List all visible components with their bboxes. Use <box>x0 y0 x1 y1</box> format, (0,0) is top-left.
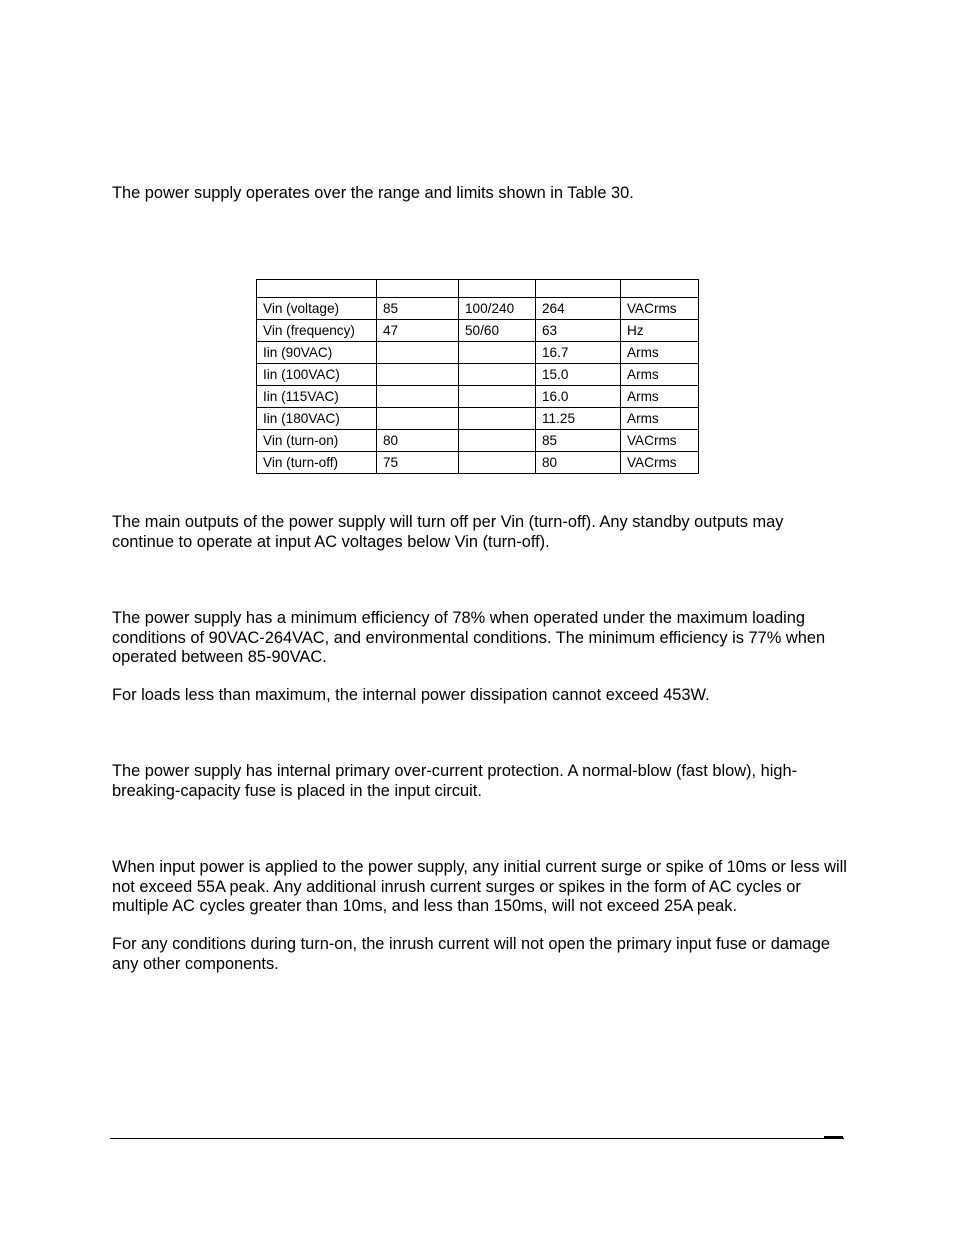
table-cell-unit: Arms <box>621 364 699 386</box>
intro-paragraph: The power supply operates over the range and limits shown in Table 30. <box>112 184 634 202</box>
footer-divider <box>110 1138 844 1139</box>
table-cell-max: 16.0 <box>536 386 621 408</box>
table-cell-min <box>377 386 459 408</box>
table-cell-min <box>377 364 459 386</box>
table-cell-parameter: Vin (turn-on) <box>257 430 377 452</box>
table-cell-nominal <box>459 452 536 474</box>
table-cell-max: 80 <box>536 452 621 474</box>
table-cell-parameter: Iin (115VAC) <box>257 386 377 408</box>
table-row <box>257 430 699 452</box>
table-cell-unit: Arms <box>621 342 699 364</box>
table-row <box>257 452 699 474</box>
inrush-current-paragraph: When input power is applied to the power supply, any initial current surge or spike of 10ms or less will not exceed 55A peak. Any additional inrush current surges or spikes in the form of AC cycles or multiple AC cycles greater than 10ms, and less than 150ms, will not exceed 25A peak. <box>112 858 847 916</box>
table-cell-max: 85 <box>536 430 621 452</box>
table-header-cell <box>459 280 536 298</box>
turn-off-paragraph: The main outputs of the power supply will turn off per Vin (turn-off). Any standby outputs may continue to operate at input AC voltages below Vin (turn-off). <box>112 513 784 551</box>
table-row <box>257 364 699 386</box>
table-cell-nominal <box>459 386 536 408</box>
table-cell-min <box>377 408 459 430</box>
table-header-cell <box>257 280 377 298</box>
table-header-row <box>257 280 699 298</box>
table-header-cell <box>536 280 621 298</box>
table-header-cell <box>621 280 699 298</box>
efficiency-paragraph: The power supply has a minimum efficiency of 78% when operated under the maximum loading conditions of 90VAC-264VAC, and environmental conditions. The minimum efficiency is 77% when operated between 85-90VAC. <box>112 609 826 667</box>
table-cell-max: 11.25 <box>536 408 621 430</box>
table-cell-parameter: Vin (voltage) <box>257 298 377 320</box>
table-cell-parameter: Iin (90VAC) <box>257 342 377 364</box>
table-cell-unit: VACrms <box>621 452 699 474</box>
table-cell-nominal: 100/240 <box>459 298 536 320</box>
table-cell-parameter: Vin (turn-off) <box>257 452 377 474</box>
table-cell-min: 47 <box>377 320 459 342</box>
table-cell-nominal <box>459 342 536 364</box>
table-cell-min: 75 <box>377 452 459 474</box>
power-dissipation-paragraph: For loads less than maximum, the internal power dissipation cannot exceed 453W. <box>112 686 710 704</box>
table-row <box>257 342 699 364</box>
table-cell-unit: VACrms <box>621 298 699 320</box>
table-cell-unit: Hz <box>621 320 699 342</box>
table-cell-max: 63 <box>536 320 621 342</box>
table-cell-nominal <box>459 430 536 452</box>
inrush-fuse-paragraph: For any conditions during turn-on, the inrush current will not open the primary input fuse or damage any other components. <box>112 935 830 973</box>
table-cell-parameter: Iin (180VAC) <box>257 408 377 430</box>
table-cell-min <box>377 342 459 364</box>
footer-page-mark <box>824 1136 843 1138</box>
table-row <box>257 320 699 342</box>
table-header-cell <box>377 280 459 298</box>
table-row <box>257 408 699 430</box>
table-cell-nominal <box>459 364 536 386</box>
table-cell-min: 80 <box>377 430 459 452</box>
table-cell-unit: Arms <box>621 408 699 430</box>
table-cell-unit: VACrms <box>621 430 699 452</box>
table-cell-parameter: Vin (frequency) <box>257 320 377 342</box>
input-range-table <box>256 279 699 474</box>
table-cell-min: 85 <box>377 298 459 320</box>
over-current-paragraph: The power supply has internal primary over-current protection. A normal-blow (fast blow), high-breaking-capacity fuse is placed in the input circuit. <box>112 762 798 800</box>
table-cell-nominal <box>459 408 536 430</box>
table-row <box>257 298 699 320</box>
table-cell-parameter: Iin (100VAC) <box>257 364 377 386</box>
table-row <box>257 386 699 408</box>
table-cell-unit: Arms <box>621 386 699 408</box>
table-cell-nominal: 50/60 <box>459 320 536 342</box>
table-cell-max: 264 <box>536 298 621 320</box>
table-cell-max: 16.7 <box>536 342 621 364</box>
table-cell-max: 15.0 <box>536 364 621 386</box>
